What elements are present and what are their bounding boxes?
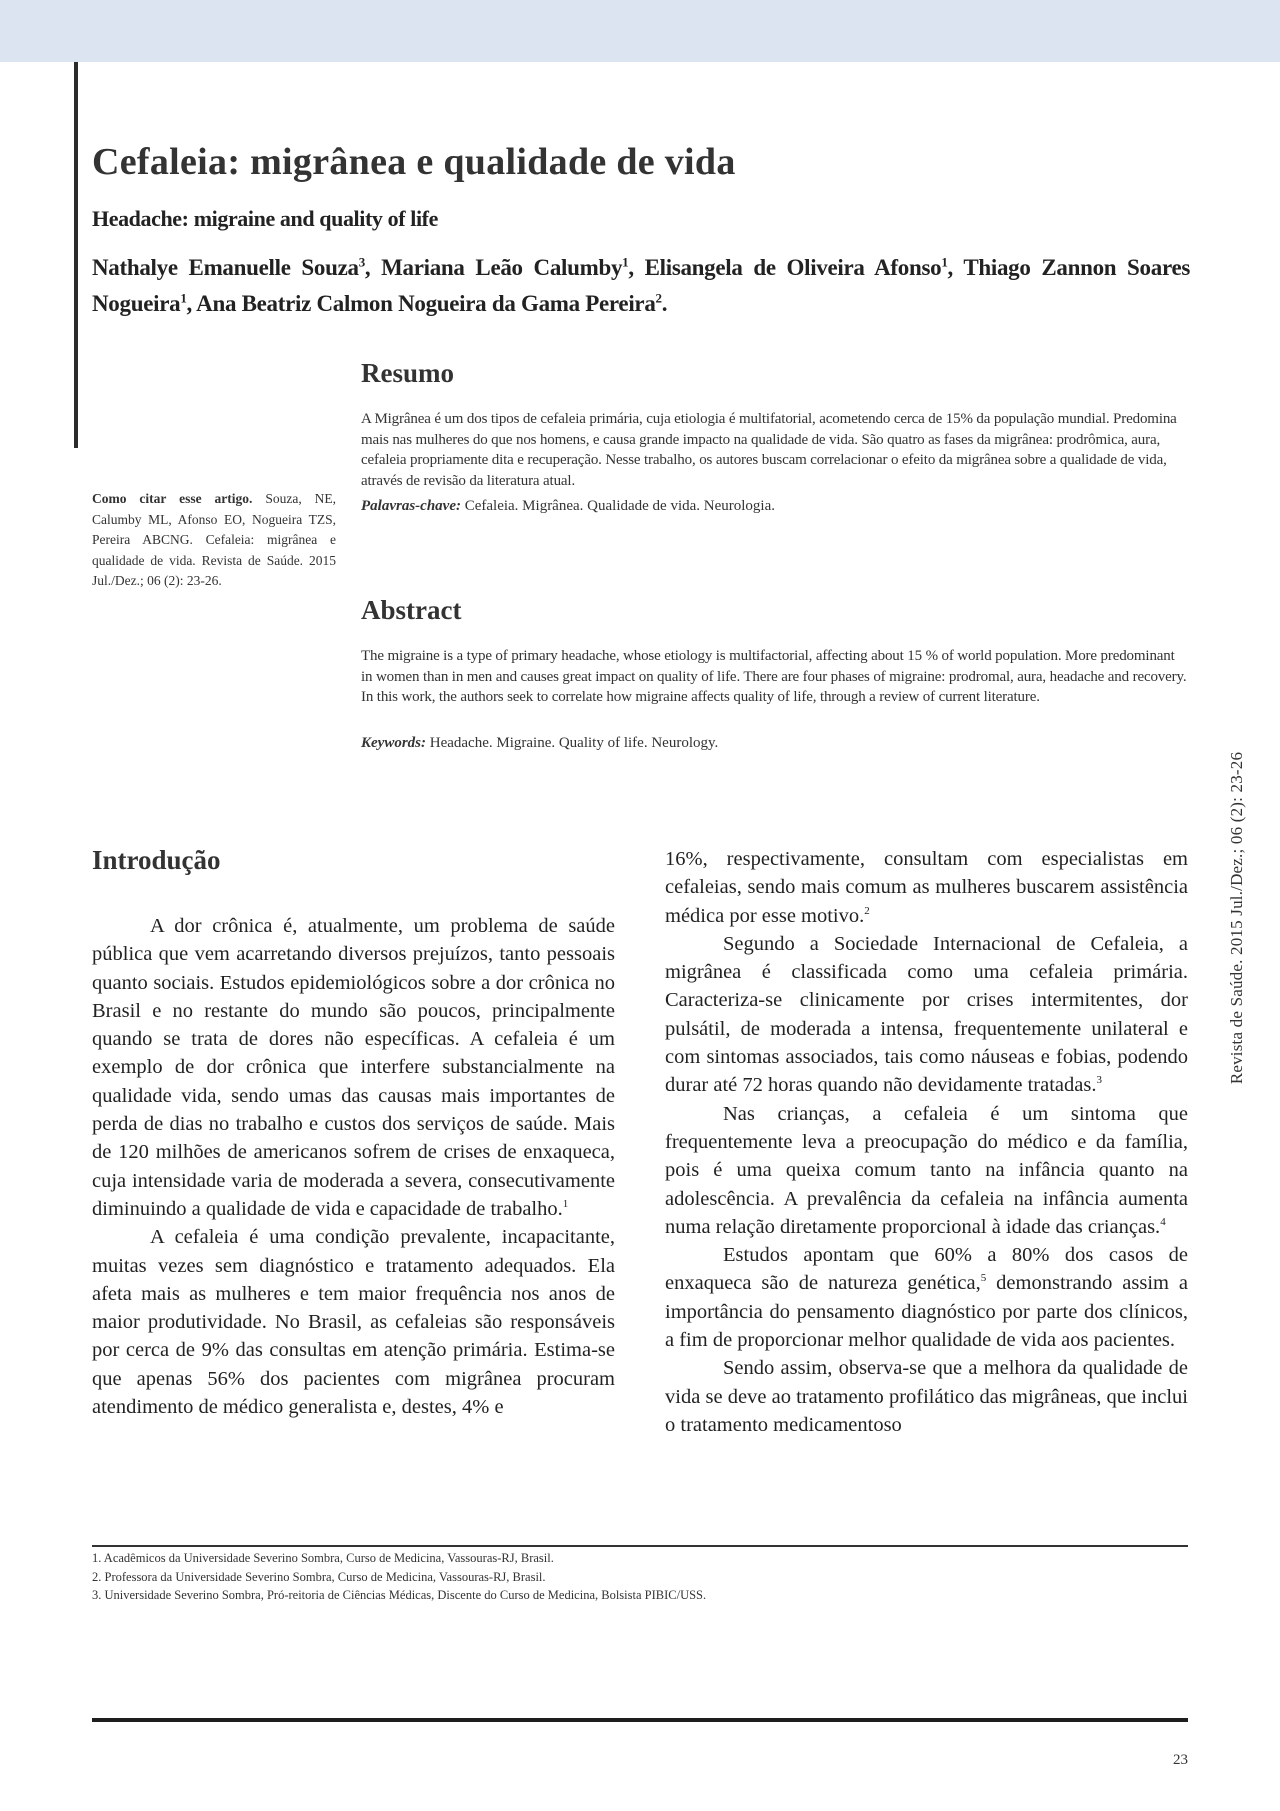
author: Ana Beatriz Calmon Nogueira da Gama Pereira$^2$. — [196, 290, 668, 317]
title-accent-bar — [74, 62, 78, 448]
paragraph: 16%, respectivamente, consultam com especialistas em cefaleias, sendo mais comum as mulheres buscarem assistência médica por esse motivo.$^2$ — [665, 848, 1188, 927]
author: Elisangela de Oliveira Afonso$^1$, — [644, 254, 964, 280]
abstract-heading: Abstract — [361, 595, 462, 625]
paragraph: A cefaleia é uma condição prevalente, incapacitante, muitas vezes sem diagnóstico e tratamento adequados. Ela afeta mais as mulheres e tem maior frequência nos anos de maior produtividade. No Brasil, as cefaleias são responsáveis por cerca de 9% das consultas em atenção primária. Estima-se que apenas 56% dos pacientes com migrânea procuram atendimento de médico generalista e, destes, 4% e — [92, 1226, 615, 1419]
author: Nathalye Emanuelle Souza$^3$, — [92, 254, 382, 280]
footnote-divider — [92, 1545, 1188, 1547]
intro-column-left — [92, 912, 615, 1421]
article-title: Cefaleia: migrânea e qualidade de vida — [92, 141, 736, 183]
abstract-text: The migraine is a type of primary headache, whose etiology is multifactorial, affecting about 15 % of world population. More predominant in women than in men and causes great impact on quality of life. There are four phases of migraine: prodromal, aura, headache and recovery. In this work, the authors seek to correlate how migraine affects quality of life, through a review of current literature. — [361, 648, 1187, 705]
citation-box — [92, 489, 336, 592]
footnote: 3. Universidade Severino Sombra, Pró-reitoria de Ciências Médicas, Discente do Curso de Medicina, Bolsista PIBIC/USS. — [92, 1588, 707, 1603]
header-band — [0, 0, 1280, 62]
abstract-keywords: Keywords: Headache. Migraine. Quality of life. Neurology. — [361, 735, 719, 751]
footnote: 1. Acadêmicos da Universidade Severino Sombra, Curso de Medicina, Vassouras-RJ, Brasil. — [92, 1551, 554, 1565]
resumo-text: A Migrânea é um dos tipos de cefaleia primária, cuja etiologia é multifatorial, acometendo cerca de 15% da população mundial. Predomina mais nas mulheres do que nos homens, e causa grande impacto na qualidade de vida. São quatro as fases da migrânea: prodrômica, aura, cefaleia propriamente dita e recuperação. Nesse trabalho, os autores buscam correlacionar o efeito da migrânea sobre a qualidade de vida, através de revisão da literatura atual. — [361, 411, 1177, 489]
journal-reference: Revista de Saúde. 2015 Jul./Dez.; 06 (2): 23-26 — [1227, 751, 1246, 1085]
resumo-keywords: Palavras-chave: Cefaleia. Migrânea. Qualidade de vida. Neurologia. — [361, 498, 776, 514]
author: Thiago Zannon Soares Nogueira$^1$, — [92, 254, 1190, 317]
paragraph: Segundo a Sociedade Internacional de Cefaleia, a migrânea é classificada como uma cefaleia primária. Caracteriza-se clinicamente por crises intermitentes, dor pulsátil, de moderada a intensa, frequentemente unilateral e com sintomas associados, tais como náuseas e fobias, podendo durar até 72 horas quando não devidamente tratadas.$^3$ — [665, 932, 1188, 1097]
citation-label: Como citar esse artigo. — [92, 491, 253, 506]
author: Mariana Leão Calumby$^1$, — [381, 254, 645, 280]
citation-text: Souza, NE, Calumby ML, Afonso EO, Nogueira TZS, Pereira ABCNG. Cefaleia: migrânea e qualidade de vida. Revista de Saúde. 2015 Jul./Dez.; 06 (2): 23-26. — [92, 491, 336, 588]
resumo-heading: Resumo — [361, 358, 454, 388]
footnote: 2. Professora da Universidade Severino Sombra, Curso de Medicina, Vassouras-RJ, Brasil. — [92, 1569, 546, 1584]
page-number: 23 — [1173, 1752, 1188, 1768]
paragraph: Estudos apontam que 60% a 80% dos casos de enxaqueca são de natureza genética,$^5$ demonstrando assim a importância do pensamento diagnóstico por parte dos clínicos, a fim de proporcionar melhor qualidade de vida aos pacientes. — [665, 1244, 1188, 1352]
author-list — [92, 246, 1190, 319]
paragraph: A dor crônica é, atualmente, um problema de saúde pública que vem acarretando diversos prejuízos, tanto pessoais quanto sociais. Estudos epidemiológicos sobre a dor crônica no Brasil e no restante do mundo são poucos, principalmente quando se trata de dores não específicas. A cefaleia é um exemplo de dor crônica que interfere substancialmente na qualidade vida, sendo umas das causas mais importantes de perda de dias no trabalho e custos dos serviços de saúde. Mais de 120 milhões de americanos sofrem de crises de enxaqueca, cuja intensidade varia de moderada a severa, consecutivamente diminuindo a qualidade de vida e capacidade de trabalho.$^1$ — [92, 915, 615, 1220]
footnotes — [92, 1549, 1188, 1605]
bottom-rule — [92, 1718, 1188, 1722]
intro-heading: Introdução — [92, 845, 221, 875]
intro-column-right — [665, 845, 1188, 1439]
paragraph: Sendo assim, observa-se que a melhora da qualidade de vida se deve ao tratamento profilático das migrâneas, que inclui o tratamento medicamentoso — [665, 1357, 1188, 1436]
article-subtitle: Headache: migraine and quality of life — [92, 206, 438, 231]
paragraph: Nas crianças, a cefaleia é um sintoma que frequentemente leva a preocupação do médico e da família, pois é uma queixa comum tanto na infância quanto na adolescência. A prevalência da cefaleia na infância aumenta numa relação diretamente proporcional à idade das crianças.$^4$ — [665, 1102, 1188, 1238]
